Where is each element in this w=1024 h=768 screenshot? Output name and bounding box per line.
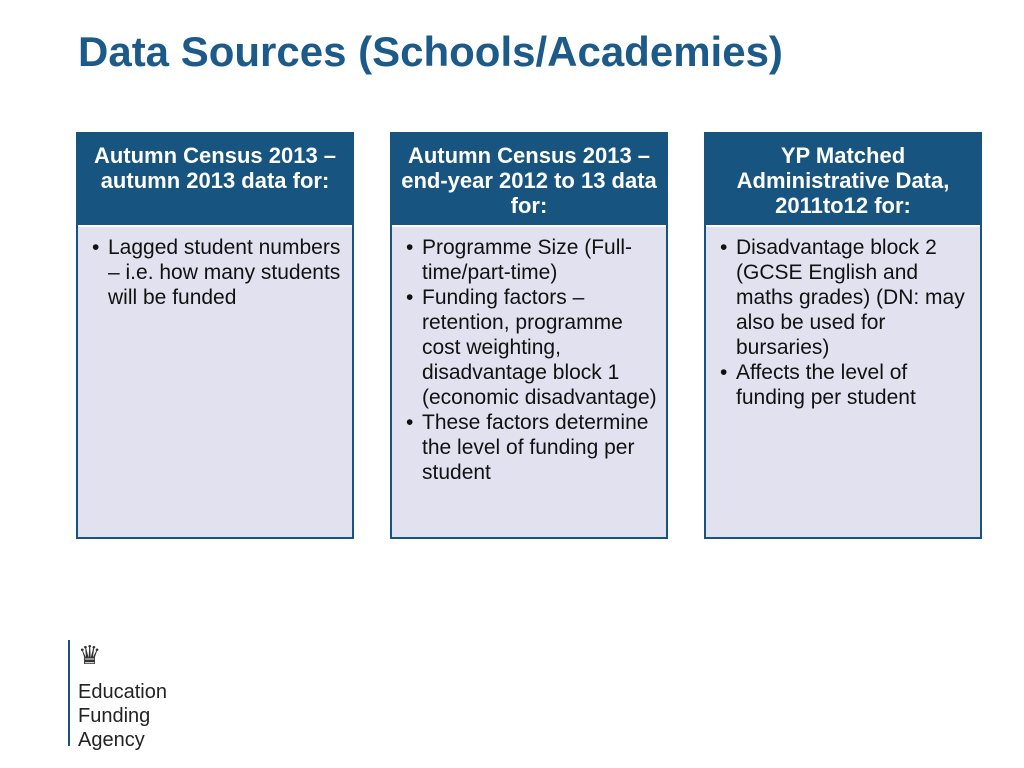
card-autumn-census-end-year bbox=[390, 132, 668, 539]
list-item: • Affects the level of funding per student bbox=[736, 360, 972, 410]
logo-bar bbox=[68, 640, 70, 746]
list-item: • Disadvantage block 2 (GCSE English and maths grades) (DN: may also be used for bursaries) bbox=[736, 235, 972, 360]
logo-text: Education Funding Agency bbox=[78, 681, 167, 751]
card-autumn-census-autumn bbox=[76, 132, 354, 539]
card-yp-matched-data bbox=[704, 132, 982, 539]
list-item: • Lagged student numbers – i.e. how many students will be funded bbox=[108, 235, 344, 310]
card-header: Autumn Census 2013 – autumn 2013 data for: bbox=[78, 134, 352, 227]
card-header: YP Matched Administrative Data, 2011to12 for: bbox=[706, 134, 980, 227]
list-item: • Programme Size (Full-time/part-time) bbox=[422, 235, 658, 285]
card-header: Autumn Census 2013 – end-year 2012 to 13 data for: bbox=[392, 134, 666, 227]
list-item: • Funding factors – retention, programme cost weighting, disadvantage block 1 (economic disadvantage) bbox=[422, 285, 658, 410]
list-item: • These factors determine the level of funding per student bbox=[422, 410, 658, 485]
page-title: Data Sources (Schools/Academies) bbox=[78, 28, 783, 75]
royal-crest-icon: ♛ bbox=[78, 640, 102, 670]
